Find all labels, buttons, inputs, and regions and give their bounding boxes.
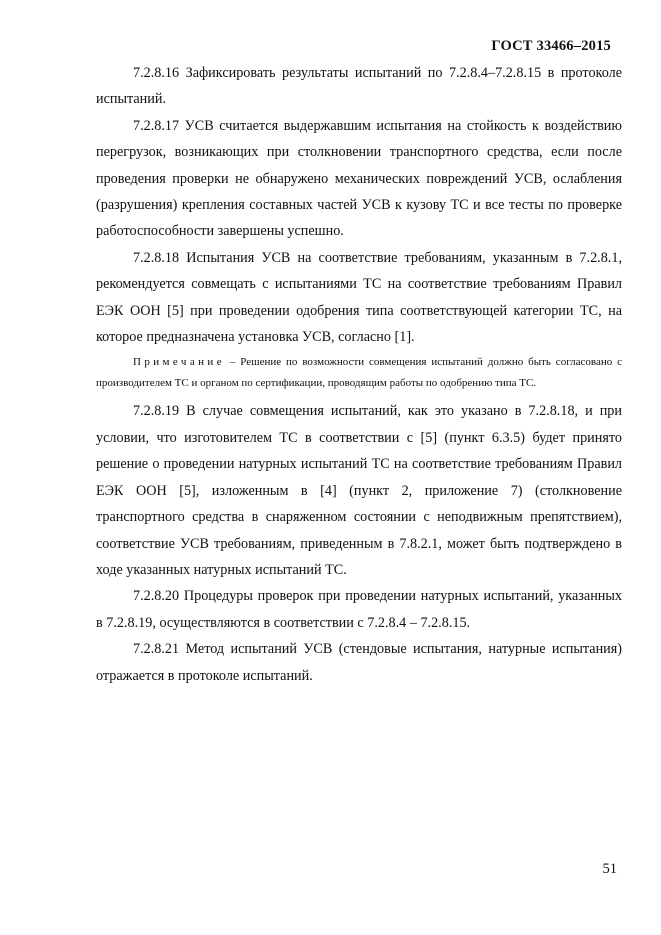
note xyxy=(96,352,622,394)
paragraph-7-2-8-19: 7.2.8.19 В случае совмещения испытаний, как это указано в 7.2.8.18, и при условии, что изготовителем ТС в соответствии с [5] (пункт 6.3.5) будет принято решение о проведении натурных испытаний ТС на соответствие требованиям Правил ЕЭК ООН [5], изложенным в [4] (пункт 2, приложение 7) (столкновение транспортного средства в снаряженном состоянии с неподвижным препятствием), соответствие УСВ требованиям, приведенным в 7.8.2.1, может быть подтверждено в ходе указанных натурных испытаний ТС. xyxy=(96,403,622,578)
document-standard-code: ГОСТ 33466–2015 xyxy=(491,38,611,54)
note-label: Примечание xyxy=(133,356,225,369)
document-body xyxy=(96,60,622,689)
paragraph-7-2-8-20: 7.2.8.20 Процедуры проверок при проведении натурных испытаний, указанных в 7.2.8.19, осуществляются в соответствии с 7.2.8.4 – 7.2.8.15. xyxy=(96,588,622,631)
paragraph-7-2-8-21: 7.2.8.21 Метод испытаний УСВ (стендовые испытания, натурные испытания) отражается в протоколе испытаний. xyxy=(96,641,622,684)
page-number: 51 xyxy=(602,861,617,877)
note-text: – Решение по возможности совмещения испытаний должно быть согласовано с производителем ТС и органом по сертификации, проводящим работы по одобрению типа ТС. xyxy=(96,356,622,390)
paragraph-7-2-8-17: 7.2.8.17 УСВ считается выдержавшим испытания на стойкость к воздействию перегрузок, возникающих при столкновении транспортного средства, если после проведения проверки не обнаружено механических повреждений УСВ, ослабления (разрушения) крепления составных частей УСВ к кузову ТС и все тесты по проверке работоспособности завершены успешно. xyxy=(96,117,622,240)
paragraph-7-2-8-16: 7.2.8.16 Зафиксировать результаты испытаний по 7.2.8.4–7.2.8.15 в протоколе испытаний. xyxy=(96,65,622,108)
paragraph-7-2-8-18: 7.2.8.18 Испытания УСВ на соответствие требованиям, указанным в 7.2.8.1, рекомендуется совмещать с испытаниями ТС на соответствие требованиям Правил ЕЭК ООН [5] при проведении одобрения типа соответствующей категории ТС, на которое предназначена установка УСВ, согласно [1]. xyxy=(96,249,622,346)
